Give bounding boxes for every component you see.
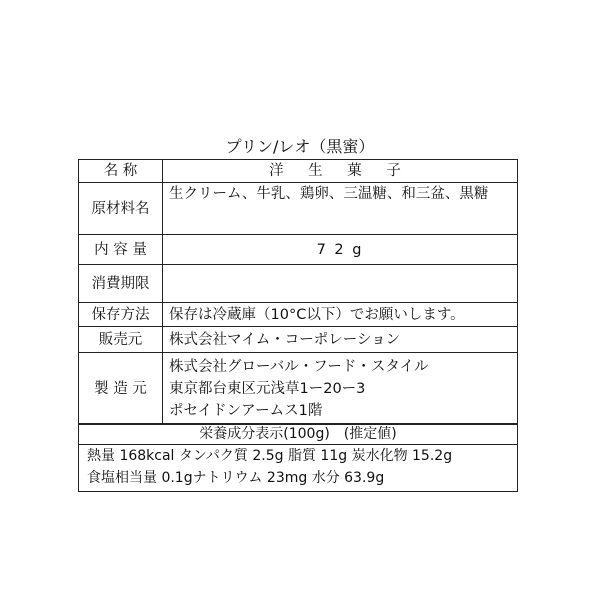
storage-label: 保存方法 [79,303,163,327]
name-value: 洋 生 菓 子 [163,160,518,183]
row-ingredients [79,183,518,235]
row-content [79,235,518,265]
nutrition-box [78,423,518,492]
seller-label: 販売元 [79,327,163,353]
seller-value: 株式会社マイム・コーポレーション [163,327,518,353]
maker-line: 東京都台東区元浅草1ー20ー3 [169,380,366,397]
maker-line: ポセイドンアームス1階 [169,402,323,419]
nutrition-line: 熱量 168kcal タンパク質 2.5g 脂質 11g 炭水化物 15.2g [87,448,453,464]
row-expiry [79,265,518,303]
product-title: プリン/レオ（黒蜜） [225,137,375,156]
maker-value [163,353,518,425]
nutrition-line: 食塩相当量 0.1gナトリウム 23mg 水分 63.9g [87,470,385,486]
name-label: 名 称 [79,160,163,183]
expiry-label: 消費期限 [79,265,163,303]
row-seller [79,327,518,353]
ingredients-value: 生クリーム、牛乳、鶏卵、三温糖、和三盆、黒糖 [163,183,518,235]
storage-value: 保存は冷蔵庫（10°C以下）でお願いします。 [163,303,518,327]
row-name [79,160,518,183]
ingredients-label: 原材料名 [79,183,163,235]
content-value: 7 2 g [163,235,518,265]
maker-line: 株式会社グローバル・フード・スタイル [169,358,429,375]
expiry-value [163,265,518,303]
content-label: 内 容 量 [79,235,163,265]
nutrition-heading: 栄養成分表示(100g) (推定値) [79,424,517,445]
food-label-table [78,159,518,425]
maker-label: 製 造 元 [79,353,163,425]
row-storage [79,303,518,327]
row-maker [79,353,518,425]
